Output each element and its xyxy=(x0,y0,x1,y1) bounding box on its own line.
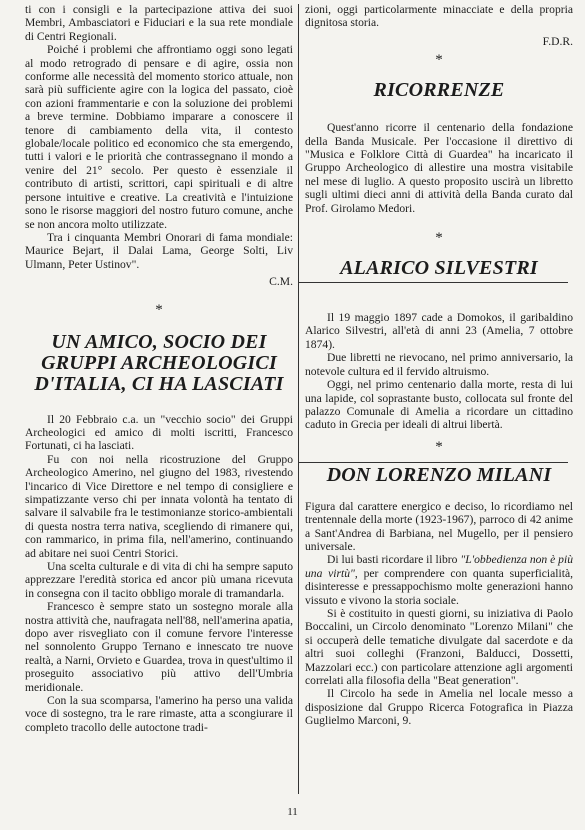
milani-paragraph-3: Si è costituito in questi giorni, su iniziativa di Paolo Boccalini, un Circolo denominato "Lorenzo Milani" che si occuperà delle tematiche divulgate dal sacerdote e da altri suoi colleghi (Franzoni, Balducci, Dossetti, Mazzolari ecc.) con particolare attenzione agli argomenti correlati alla filosofia della "Beat generation". xyxy=(305,606,573,687)
book-title: "L'obbedienza non è più una virtù" xyxy=(305,553,573,580)
intro-paragraph-3: Tra i cinquanta Membri Onorari di fama mondiale: Maurice Bejart, il Dalai Lama, George Solti, Liv Ulmann, Peter Ustinov". xyxy=(25,230,293,271)
article-title-amico: UN AMICO, SOCIO DEI GRUPPI ARCHEOLOGICI D'ITALIA, CI HA LASCIATI xyxy=(34,330,284,395)
amico-paragraph-3: Una scelta culturale e di vita di chi ha sempre saputo apprezzare l'eredità storica ed ancor più umana ricevuta in consegna con il tacito obbligo morale di tramandarla. xyxy=(25,560,293,600)
intro-continuation: ti con i consigli e la partecipazione attiva dei suoi Membri, Ambasciatori e Fiduciari e la sua rete mondiale di Centri Regionali. xyxy=(25,3,293,43)
milani-paragraph-2 xyxy=(305,553,573,607)
column-divider xyxy=(298,4,299,794)
continuation-signature: F.D.R. xyxy=(542,34,573,48)
amico-paragraph-2: Fu con noi nella ricostruzione del Gruppo Archeologico Amerino, nel giugno del 1983, rivestendo l'incarico di Vice Direttore e nel tempo di consigliere e simpatizzante verso chi per innata volontà ha tentato di salvare il salvabile fra le testimonianze storico-ambientali di questa nostra terra nativa, scegliendo di rimanere qui, con rammarico, in prima fila, nell'amerino, continuando ad abitare nei suoi Centri Storici. xyxy=(25,452,293,560)
intro-paragraph-2: Poiché i problemi che affrontiamo oggi sono legati al modo retrogrado di pensare e di agire, ossia non conforme alle necessità del momento storico attuale, non sarà più sufficiente agire con la logica del passato, cioè con azioni frammentarie e con la soluzione dei problemi a breve termine. Dobbiamo imparare a conoscere il tenore di cambiamento della vita, il contesto globale/locale politico ed economico che sta emergendo, tutti i valori e le priorità che contrassegnano il mondo a venire del 21° secolo. Per questo è essenziale il contributo di artisti, scrittori, capi spirituali e di altre persone intuitive e creative. La creatività e l'intuizione sono le risorse maggiori del nostro futuro comune, anche se non ancora molto utilizzate. xyxy=(25,43,293,231)
section-star: * xyxy=(155,301,163,318)
intro-signature: C.M. xyxy=(269,275,293,289)
amico-paragraph-5: Con la sua scomparsa, l'amerino ha perso una valida voce di sostegno, tra le rare rimaste, atta a scongiurare il completo tracollo delle autoctone tradi- xyxy=(25,694,293,734)
ricorrenze-paragraph: Quest'anno ricorre il centenario della fondazione della Banda Musicale. Per l'occasione il direttivo di "Musica e Folklore Città di Guardea" ha incaricato il Gruppo Archeologico di allestire una mostra visitabile nel mese di luglio. A questo proposito uscirà un libretto sugli ultimi dieci anni di attività della Banda curato dal Prof. Girolamo Medori. xyxy=(305,121,573,215)
alarico-paragraph-1: Il 19 maggio 1897 cade a Domokos, il garibaldino Alarico Silvestri, all'età di anni 23 (Amelia, 7 ottobre 1874). xyxy=(305,311,573,351)
milani-paragraph-4: Il Circolo ha sede in Amelia nel locale messo a disposizione dal Gruppo Ricerca Fotografica in Piazza Guglielmo Marconi, 9. xyxy=(305,687,573,728)
section-star: * xyxy=(435,52,443,69)
article-title-milani: DON LORENZO MILANI xyxy=(326,463,552,486)
left-column xyxy=(25,3,293,734)
amico-paragraph-4: Francesco è sempre stato un sostegno morale alla nostra attività che, naufragata nell'88, nell'amerina apatia, dopo aver risvegliato con il comune fervore l'interesse nel sonnolento Gruppo Ternano e innescato tre nuove realtà, a Narni, Orvieto e Guardea, trova in quest'ultimo il proseguito associativo più attivo dell'Umbria meridionale. xyxy=(25,600,294,694)
alarico-paragraph-3: Oggi, nel primo centenario dalla morte, resta di lui una lapide, col soprastante busto, collocata sul fronte del palazzo Comunale di Amelia a ricordare un cittadino caduto in Grecia per ideali di altrui libertà. xyxy=(305,378,573,432)
section-star: * xyxy=(435,438,443,455)
page-number: 11 xyxy=(287,806,298,818)
milani-paragraph-1: Figura dal carattere energico e deciso, lo ricordiamo nel trentennale della morte (1923-1967), parroco di 42 anime a Sant'Andrea di Barbiana, nel Mugello, per il pensiero universale. xyxy=(305,499,573,553)
milani-p2-start: Di lui basti ricordare il libro xyxy=(327,553,461,567)
article-title-ricorrenze: RICORRENZE xyxy=(373,79,505,102)
amico-paragraph-1: Il 20 Febbraio c.a. un "vecchio socio" dei Gruppi Archeologici ed amico di molti iscritti, Francesco Fortunati, ci ha lasciati. xyxy=(25,412,293,453)
milani-p2-end: , per comprendere con quanta superficialità, disinteresse e pressappochismo molte generazioni hanno vissuto e vivono la storia sociale. xyxy=(305,566,573,607)
article-title-alarico: ALARICO SILVESTRI xyxy=(340,257,538,280)
continuation-text: zioni, oggi particolarmente minacciate e della propria dignitosa storia. xyxy=(305,3,573,30)
alarico-paragraph-2: Due libretti ne rievocano, nel primo anniversario, la notevole cultura ed il fervido altruismo. xyxy=(305,351,573,378)
section-star: * xyxy=(435,230,443,247)
right-column xyxy=(305,3,573,728)
